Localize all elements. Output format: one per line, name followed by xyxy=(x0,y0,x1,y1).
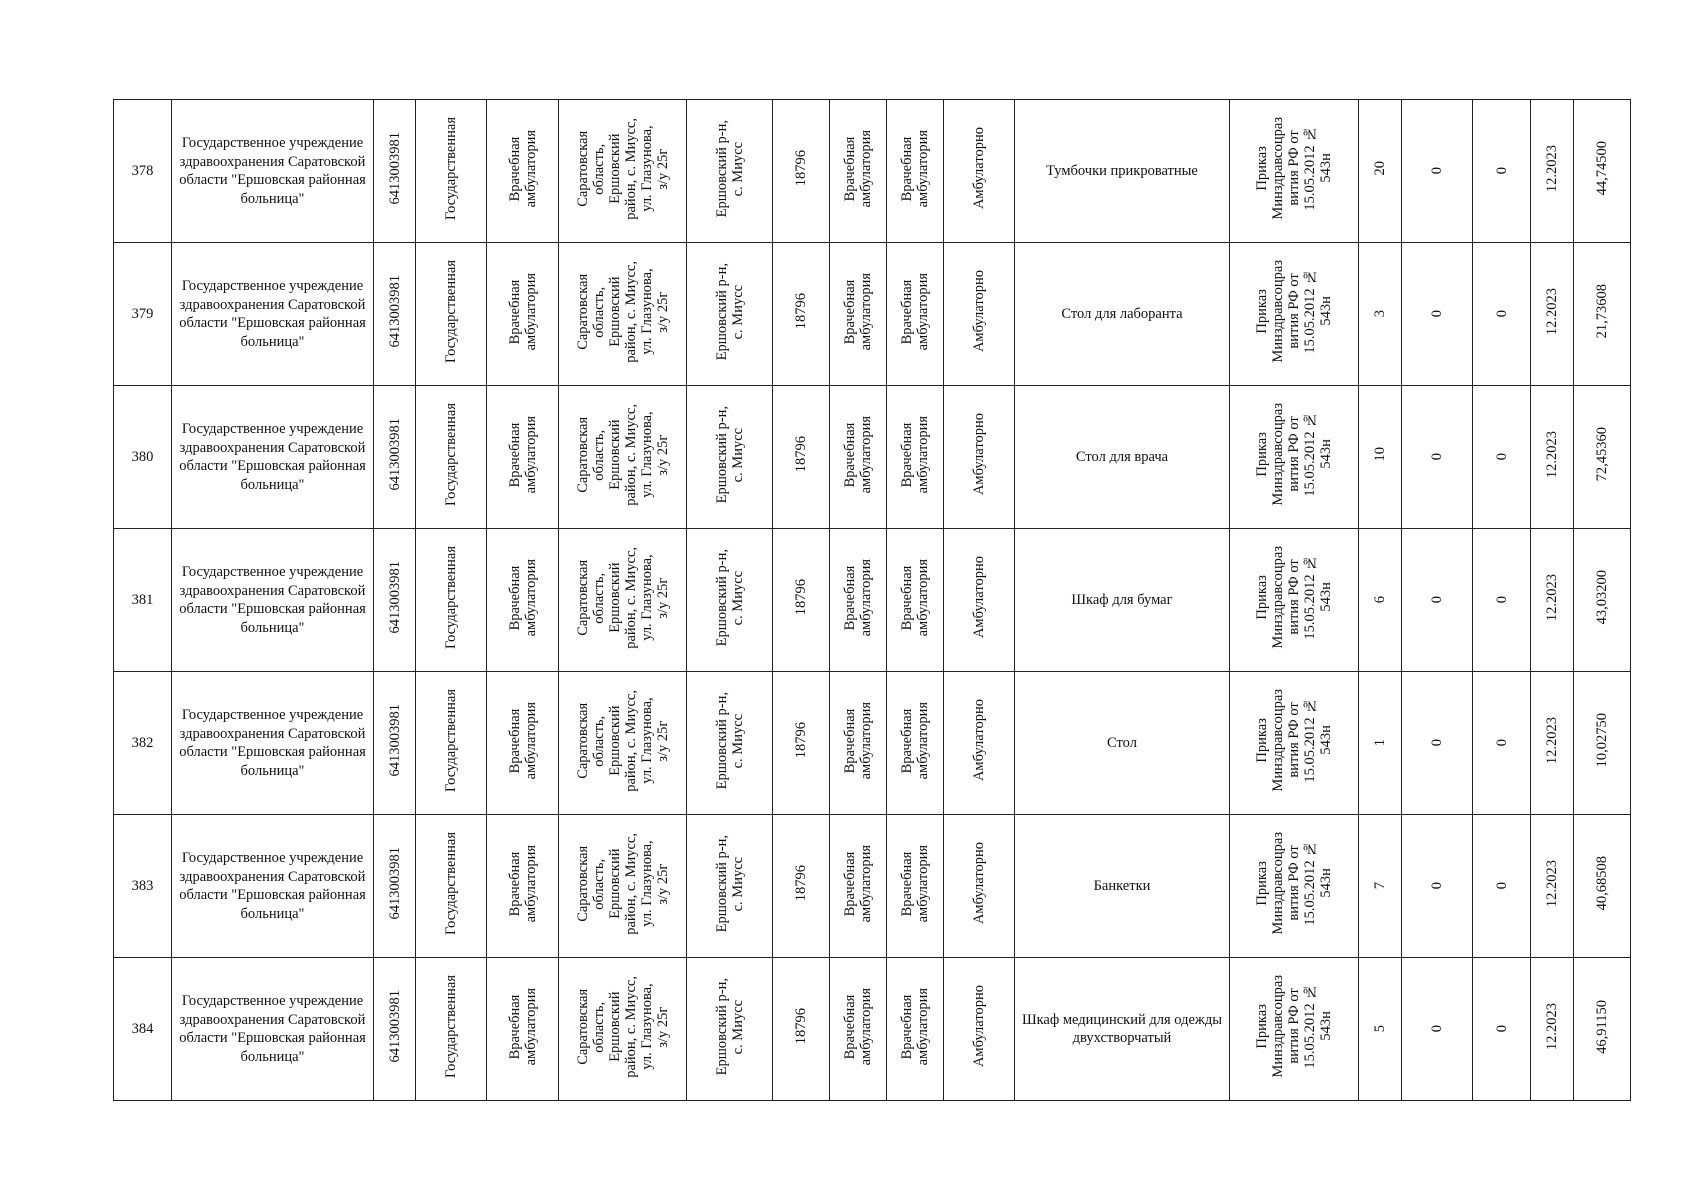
care-mode-cell xyxy=(944,100,1015,243)
organization-cell: Государственное учреждение здравоохранения Саратовской области "Ершовская районная больница" xyxy=(172,243,374,386)
value-text: 0 xyxy=(1429,596,1445,604)
inn-text: 6413003981 xyxy=(386,561,403,634)
quantity-text: 10 xyxy=(1372,447,1388,462)
table-row xyxy=(114,672,1631,815)
organization-cell: Государственное учреждение здравоохранения Саратовской области "Ершовская районная больница" xyxy=(172,386,374,529)
amount-cell xyxy=(1574,243,1631,386)
unit-text: Врачебная амбулатория xyxy=(842,844,874,923)
date-cell xyxy=(1531,100,1574,243)
quantity-text: 7 xyxy=(1372,882,1388,890)
facility-type-cell xyxy=(487,100,559,243)
quantity-cell xyxy=(1359,100,1402,243)
facility-type-text: Врачебная амбулатория xyxy=(506,415,539,494)
table-row xyxy=(114,958,1631,1101)
value-text: 0 xyxy=(1429,882,1445,890)
date-cell xyxy=(1531,243,1574,386)
facility-type-cell xyxy=(487,386,559,529)
date-text: 12.2023 xyxy=(1544,716,1560,765)
address-cell xyxy=(559,672,687,815)
amount-text: 43,03200 xyxy=(1594,570,1610,625)
facility-type-cell xyxy=(487,529,559,672)
care-mode-text: Амбулаторно xyxy=(971,270,987,353)
inn-text: 6413003981 xyxy=(386,847,403,920)
order-cell xyxy=(1230,958,1359,1101)
value-text: 0 xyxy=(1493,453,1510,461)
amount-cell xyxy=(1574,529,1631,672)
date-text: 12.2023 xyxy=(1544,430,1560,479)
amount-cell xyxy=(1574,386,1631,529)
equipment-register-table xyxy=(113,99,1631,1101)
code-cell xyxy=(773,243,830,386)
row-number-cell: 382 xyxy=(114,672,172,815)
care-mode-cell xyxy=(944,386,1015,529)
value-cell xyxy=(1473,529,1531,672)
equipment-name-cell: Банкетки xyxy=(1015,815,1230,958)
order-cell xyxy=(1230,672,1359,815)
value-text: 0 xyxy=(1493,167,1510,175)
quantity-cell xyxy=(1359,529,1402,672)
ownership-text: Государственная xyxy=(443,117,459,220)
address-cell xyxy=(559,529,687,672)
inn-text: 6413003981 xyxy=(386,704,403,777)
value-cell xyxy=(1473,672,1531,815)
code-text: 18796 xyxy=(793,1008,809,1045)
inn-cell xyxy=(374,529,416,672)
unit-cell xyxy=(830,386,887,529)
date-text: 12.2023 xyxy=(1544,1002,1560,1051)
address-text: Саратовская область, Ершовский район, с. Миусс, ул. Глазунова, з/у 25г xyxy=(574,975,671,1078)
inn-cell xyxy=(374,958,416,1101)
unit-cell xyxy=(830,529,887,672)
locality-cell xyxy=(687,386,773,529)
facility-type-text: Врачебная амбулатория xyxy=(506,558,539,637)
subunit-cell xyxy=(887,815,944,958)
quantity-cell xyxy=(1359,815,1402,958)
table-row xyxy=(114,243,1631,386)
locality-text: Ершовский р-н, с. Миусс xyxy=(713,548,746,647)
amount-cell xyxy=(1574,815,1631,958)
table-row xyxy=(114,529,1631,672)
care-mode-cell xyxy=(944,815,1015,958)
row-number-cell: 381 xyxy=(114,529,172,672)
subunit-text: Врачебная амбулатория xyxy=(899,129,931,208)
code-cell xyxy=(773,815,830,958)
quantity-cell xyxy=(1359,958,1402,1101)
care-mode-text: Амбулаторно xyxy=(971,556,987,639)
code-cell xyxy=(773,100,830,243)
code-cell xyxy=(773,672,830,815)
ownership-text: Государственная xyxy=(443,260,459,363)
quantity-cell xyxy=(1359,243,1402,386)
inn-cell xyxy=(374,815,416,958)
quantity-text: 1 xyxy=(1372,739,1388,747)
ownership-cell xyxy=(416,243,487,386)
value-cell xyxy=(1402,958,1473,1101)
date-text: 12.2023 xyxy=(1544,573,1560,622)
subunit-cell xyxy=(887,243,944,386)
subunit-text: Врачебная амбулатория xyxy=(899,272,931,351)
subunit-text: Врачебная амбулатория xyxy=(899,558,931,637)
amount-text: 44,74500 xyxy=(1594,141,1610,196)
amount-cell xyxy=(1574,672,1631,815)
value-cell xyxy=(1473,243,1531,386)
value-text: 0 xyxy=(1429,167,1445,175)
quantity-cell xyxy=(1359,672,1402,815)
amount-cell xyxy=(1574,958,1631,1101)
care-mode-text: Амбулаторно xyxy=(971,985,987,1068)
care-mode-cell xyxy=(944,243,1015,386)
facility-type-cell xyxy=(487,243,559,386)
value-cell xyxy=(1402,815,1473,958)
quantity-cell xyxy=(1359,386,1402,529)
address-text: Саратовская область, Ершовский район, с. Миусс, ул. Глазунова, з/у 25г xyxy=(574,832,671,935)
value-cell xyxy=(1473,386,1531,529)
order-cell xyxy=(1230,815,1359,958)
care-mode-text: Амбулаторно xyxy=(971,413,987,496)
value-cell xyxy=(1402,672,1473,815)
ownership-cell xyxy=(416,100,487,243)
unit-text: Врачебная амбулатория xyxy=(842,272,874,351)
value-text: 0 xyxy=(1493,310,1510,318)
date-text: 12.2023 xyxy=(1544,144,1560,193)
ownership-text: Государственная xyxy=(443,832,459,935)
subunit-text: Врачебная амбулатория xyxy=(899,415,931,494)
inn-cell xyxy=(374,100,416,243)
care-mode-cell xyxy=(944,672,1015,815)
unit-cell xyxy=(830,958,887,1101)
code-cell xyxy=(773,958,830,1101)
value-text: 0 xyxy=(1429,739,1445,747)
locality-cell xyxy=(687,958,773,1101)
organization-cell: Государственное учреждение здравоохранения Саратовской области "Ершовская районная больница" xyxy=(172,529,374,672)
order-text: Приказ Минздравсоцраз вития РФ от 15.05.2012 № 543н xyxy=(1254,403,1334,506)
care-mode-text: Амбулаторно xyxy=(971,699,987,782)
facility-type-text: Врачебная амбулатория xyxy=(506,987,539,1066)
order-text: Приказ Минздравсоцраз вития РФ от 15.05.2012 № 543н xyxy=(1254,117,1334,220)
ownership-text: Государственная xyxy=(443,403,459,506)
subunit-cell xyxy=(887,958,944,1101)
facility-type-cell xyxy=(487,672,559,815)
address-text: Саратовская область, Ершовский район, с. Миусс, ул. Глазунова, з/у 25г xyxy=(574,260,671,363)
address-cell xyxy=(559,958,687,1101)
ownership-cell xyxy=(416,529,487,672)
code-cell xyxy=(773,386,830,529)
amount-text: 46,91150 xyxy=(1594,999,1610,1054)
address-cell xyxy=(559,386,687,529)
inn-text: 6413003981 xyxy=(386,132,403,205)
equipment-name-cell: Шкаф медицинский для одежды двухстворчатый xyxy=(1015,958,1230,1101)
inn-cell xyxy=(374,672,416,815)
value-text: 0 xyxy=(1493,882,1510,890)
subunit-text: Врачебная амбулатория xyxy=(899,844,931,923)
address-text: Саратовская область, Ершовский район, с. Миусс, ул. Глазунова, з/у 25г xyxy=(574,689,671,792)
quantity-text: 6 xyxy=(1372,596,1388,604)
date-cell xyxy=(1531,958,1574,1101)
ownership-text: Государственная xyxy=(443,689,459,792)
code-text: 18796 xyxy=(793,865,809,902)
row-number-cell: 383 xyxy=(114,815,172,958)
value-cell xyxy=(1402,386,1473,529)
address-cell xyxy=(559,815,687,958)
equipment-name-cell: Тумбочки прикроватные xyxy=(1015,100,1230,243)
unit-cell xyxy=(830,243,887,386)
unit-text: Врачебная амбулатория xyxy=(842,987,874,1066)
locality-cell xyxy=(687,100,773,243)
locality-text: Ершовский р-н, с. Миусс xyxy=(713,119,746,218)
date-cell xyxy=(1531,672,1574,815)
locality-text: Ершовский р-н, с. Миусс xyxy=(713,262,746,361)
subunit-text: Врачебная амбулатория xyxy=(899,987,931,1066)
equipment-name-cell: Шкаф для бумаг xyxy=(1015,529,1230,672)
value-cell xyxy=(1402,100,1473,243)
facility-type-cell xyxy=(487,815,559,958)
locality-cell xyxy=(687,529,773,672)
subunit-cell xyxy=(887,672,944,815)
locality-text: Ершовский р-н, с. Миусс xyxy=(713,405,746,504)
unit-text: Врачебная амбулатория xyxy=(842,415,874,494)
organization-cell: Государственное учреждение здравоохранения Саратовской области "Ершовская районная больница" xyxy=(172,100,374,243)
unit-text: Врачебная амбулатория xyxy=(842,129,874,208)
date-text: 12.2023 xyxy=(1544,287,1560,336)
ownership-text: Государственная xyxy=(443,975,459,1078)
inn-text: 6413003981 xyxy=(386,990,403,1063)
locality-cell xyxy=(687,243,773,386)
unit-cell xyxy=(830,672,887,815)
equipment-name-cell: Стол xyxy=(1015,672,1230,815)
date-cell xyxy=(1531,529,1574,672)
value-text: 0 xyxy=(1429,310,1445,318)
subunit-text: Врачебная амбулатория xyxy=(899,701,931,780)
row-number-cell: 384 xyxy=(114,958,172,1101)
quantity-text: 5 xyxy=(1372,1025,1388,1033)
date-cell xyxy=(1531,815,1574,958)
amount-text: 72,45360 xyxy=(1594,427,1610,482)
amount-text: 40,68508 xyxy=(1594,856,1610,911)
order-cell xyxy=(1230,529,1359,672)
amount-text: 10,02750 xyxy=(1594,713,1610,768)
value-text: 0 xyxy=(1429,1025,1445,1033)
amount-text: 21,73608 xyxy=(1594,284,1610,339)
unit-cell xyxy=(830,815,887,958)
address-text: Саратовская область, Ершовский район, с. Миусс, ул. Глазунова, з/у 25г xyxy=(574,403,671,506)
table-row xyxy=(114,386,1631,529)
facility-type-cell xyxy=(487,958,559,1101)
value-cell xyxy=(1402,243,1473,386)
ownership-cell xyxy=(416,386,487,529)
address-text: Саратовская область, Ершовский район, с. Миусс, ул. Глазунова, з/у 25г xyxy=(574,546,671,649)
facility-type-text: Врачебная амбулатория xyxy=(506,701,539,780)
value-cell xyxy=(1473,815,1531,958)
locality-cell xyxy=(687,815,773,958)
value-text: 0 xyxy=(1493,1025,1510,1033)
locality-text: Ершовский р-н, с. Миусс xyxy=(713,691,746,790)
locality-cell xyxy=(687,672,773,815)
amount-cell xyxy=(1574,100,1631,243)
subunit-cell xyxy=(887,386,944,529)
value-text: 0 xyxy=(1493,596,1510,604)
locality-text: Ершовский р-н, с. Миусс xyxy=(713,977,746,1076)
order-text: Приказ Минздравсоцраз вития РФ от 15.05.2012 № 543н xyxy=(1254,546,1334,649)
code-cell xyxy=(773,529,830,672)
code-text: 18796 xyxy=(793,436,809,473)
table-row xyxy=(114,100,1631,243)
row-number-cell: 380 xyxy=(114,386,172,529)
care-mode-text: Амбулаторно xyxy=(971,127,987,210)
unit-text: Врачебная амбулатория xyxy=(842,701,874,780)
subunit-cell xyxy=(887,529,944,672)
row-number-cell: 379 xyxy=(114,243,172,386)
value-cell xyxy=(1473,100,1531,243)
code-text: 18796 xyxy=(793,293,809,330)
unit-cell xyxy=(830,100,887,243)
address-cell xyxy=(559,100,687,243)
order-cell xyxy=(1230,243,1359,386)
address-cell xyxy=(559,243,687,386)
code-text: 18796 xyxy=(793,722,809,759)
code-text: 18796 xyxy=(793,150,809,187)
equipment-name-cell: Стол для лаборанта xyxy=(1015,243,1230,386)
facility-type-text: Врачебная амбулатория xyxy=(506,844,539,923)
order-text: Приказ Минздравсоцраз вития РФ от 15.05.2012 № 543н xyxy=(1254,689,1334,792)
value-text: 0 xyxy=(1493,739,1510,747)
care-mode-cell xyxy=(944,529,1015,672)
ownership-text: Государственная xyxy=(443,546,459,649)
ownership-cell xyxy=(416,815,487,958)
row-number-cell: 378 xyxy=(114,100,172,243)
facility-type-text: Врачебная амбулатория xyxy=(506,129,539,208)
ownership-cell xyxy=(416,958,487,1101)
equipment-name-cell: Стол для врача xyxy=(1015,386,1230,529)
organization-cell: Государственное учреждение здравоохранения Саратовской области "Ершовская районная больница" xyxy=(172,958,374,1101)
organization-cell: Государственное учреждение здравоохранения Саратовской области "Ершовская районная больница" xyxy=(172,672,374,815)
inn-text: 6413003981 xyxy=(386,275,403,348)
order-text: Приказ Минздравсоцраз вития РФ от 15.05.2012 № 543н xyxy=(1254,832,1334,935)
quantity-text: 3 xyxy=(1372,310,1388,318)
date-cell xyxy=(1531,386,1574,529)
code-text: 18796 xyxy=(793,579,809,616)
inn-cell xyxy=(374,243,416,386)
address-text: Саратовская область, Ершовский район, с. Миусс, ул. Глазунова, з/у 25г xyxy=(574,117,671,220)
subunit-cell xyxy=(887,100,944,243)
ownership-cell xyxy=(416,672,487,815)
table-row xyxy=(114,815,1631,958)
care-mode-cell xyxy=(944,958,1015,1101)
order-cell xyxy=(1230,100,1359,243)
unit-text: Врачебная амбулатория xyxy=(842,558,874,637)
value-text: 0 xyxy=(1429,453,1445,461)
order-text: Приказ Минздравсоцраз вития РФ от 15.05.2012 № 543н xyxy=(1254,260,1334,363)
order-text: Приказ Минздравсоцраз вития РФ от 15.05.2012 № 543н xyxy=(1254,975,1334,1078)
facility-type-text: Врачебная амбулатория xyxy=(506,272,539,351)
value-cell xyxy=(1473,958,1531,1101)
value-cell xyxy=(1402,529,1473,672)
date-text: 12.2023 xyxy=(1544,859,1560,908)
organization-cell: Государственное учреждение здравоохранения Саратовской области "Ершовская районная больница" xyxy=(172,815,374,958)
inn-text: 6413003981 xyxy=(386,418,403,491)
locality-text: Ершовский р-н, с. Миусс xyxy=(713,834,746,933)
inn-cell xyxy=(374,386,416,529)
quantity-text: 20 xyxy=(1372,161,1388,176)
care-mode-text: Амбулаторно xyxy=(971,842,987,925)
order-cell xyxy=(1230,386,1359,529)
